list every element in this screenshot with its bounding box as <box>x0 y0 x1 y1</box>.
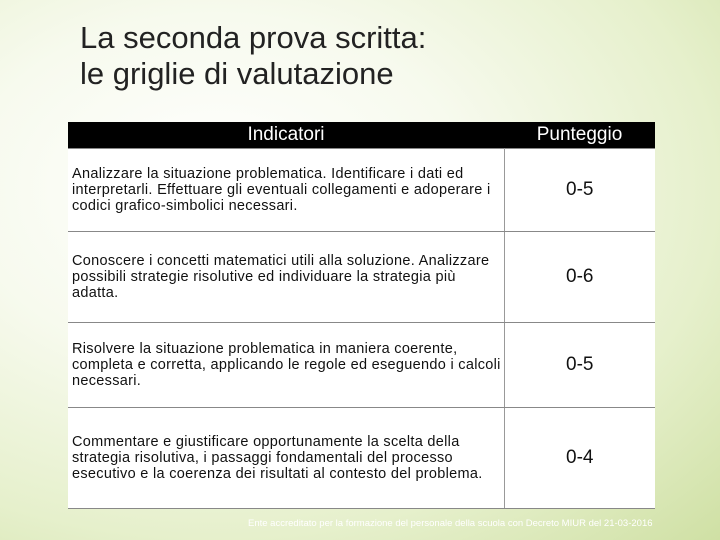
table-row <box>68 232 655 323</box>
score-cell: 0-5 <box>504 149 655 232</box>
table-header-row <box>68 122 655 149</box>
slide-title-line-2: le griglie di valutazione <box>80 56 394 91</box>
table-row <box>68 323 655 408</box>
score-cell: 0-4 <box>504 408 655 509</box>
header-punteggio: Punteggio <box>504 122 655 149</box>
table-row <box>68 149 655 232</box>
evaluation-grid-table <box>68 122 655 509</box>
accreditation-footer: Ente accreditato per la formazione del personale della scuola con Decreto MIUR del 21-03-2016 <box>248 518 653 529</box>
header-indicatori: Indicatori <box>68 122 504 149</box>
table-row <box>68 408 655 509</box>
slide-title-line-1: La seconda prova scritta: <box>80 20 427 55</box>
score-cell: 0-5 <box>504 323 655 408</box>
indicator-cell: Analizzare la situazione problematica. Identificare i dati ed interpretarli. Effettuare gli eventuali collegamenti e adoperare i codici grafico-simbolici necessari. <box>68 149 504 232</box>
slide-title <box>80 20 426 92</box>
indicator-cell: Conoscere i concetti matematici utili alla soluzione. Analizzare possibili strategie risolutive ed individuare la strategia più adatta. <box>68 232 504 323</box>
score-cell: 0-6 <box>504 232 655 323</box>
indicator-cell: Commentare e giustificare opportunamente la scelta della strategia risolutiva, i passaggi fondamentali del processo esecutivo e la coerenza dei risultati al contesto del problema. <box>68 408 504 509</box>
indicator-cell: Risolvere la situazione problematica in maniera coerente, completa e corretta, applicando le regole ed eseguendo i calcoli necessari. <box>68 323 504 408</box>
